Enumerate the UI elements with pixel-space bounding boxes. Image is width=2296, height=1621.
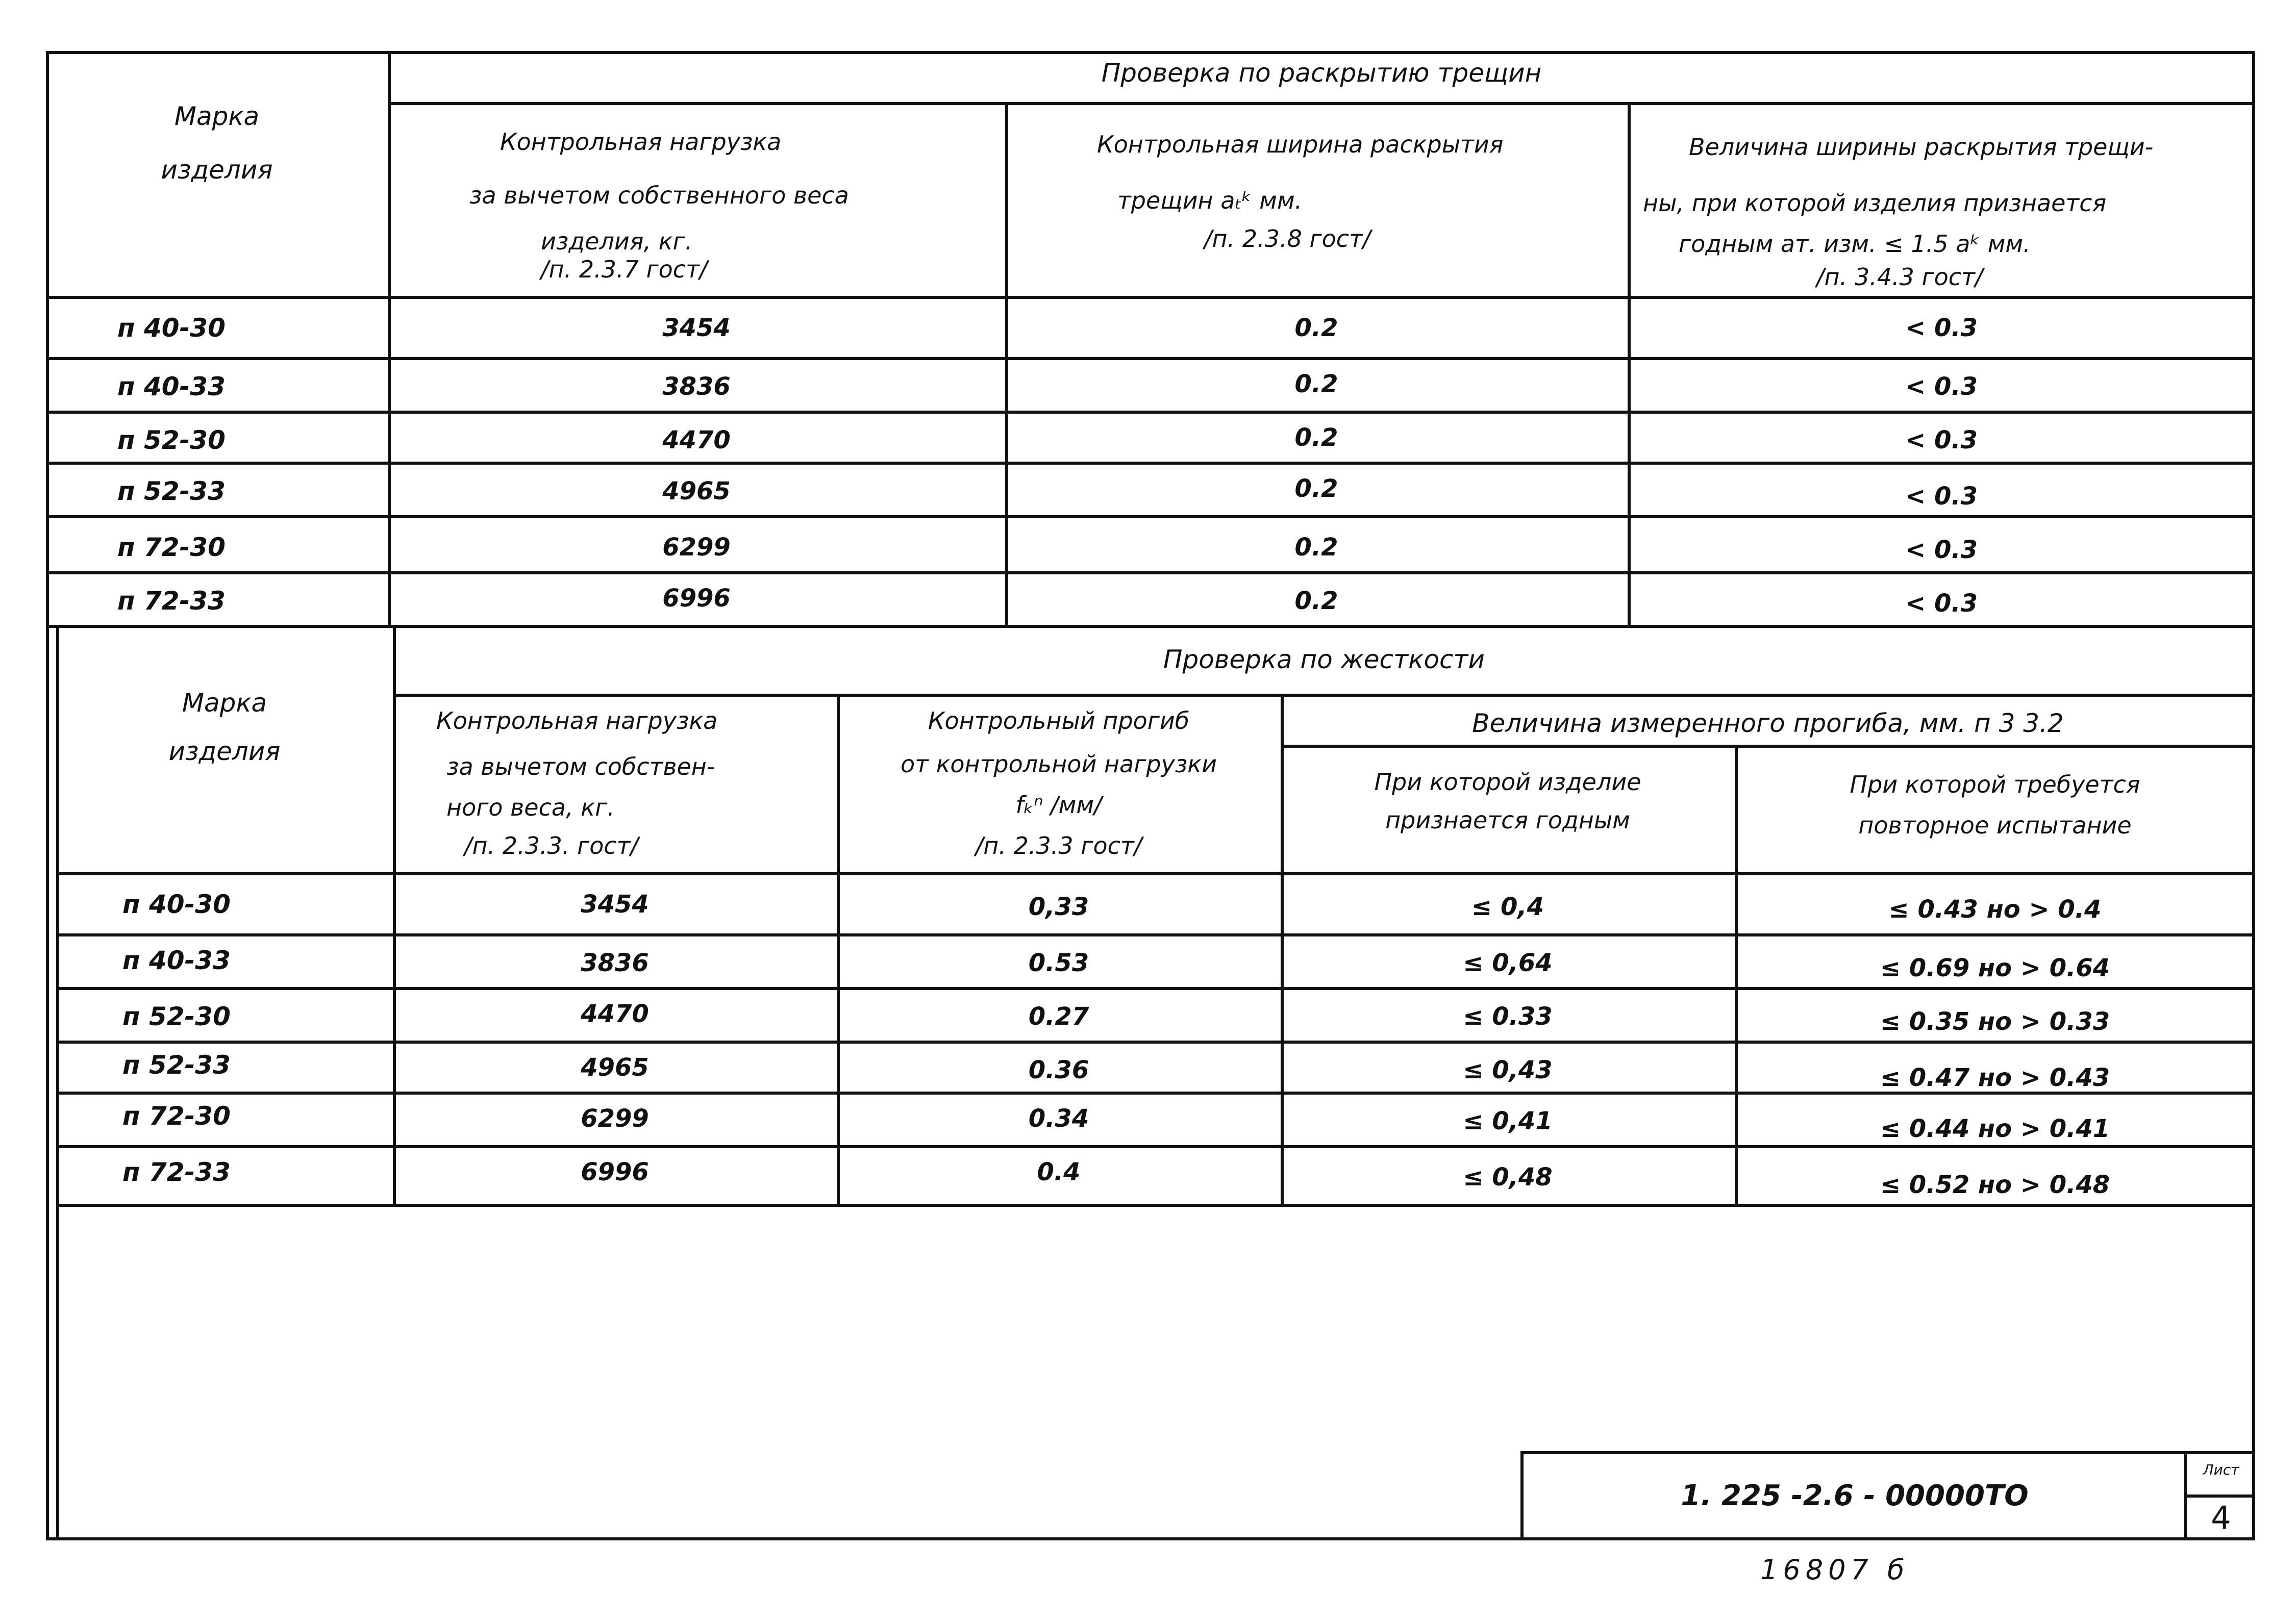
top-col3-header-line4: /п. 3.4.3 гост/: [1816, 263, 1983, 291]
top-row-mark: п 72-30: [117, 533, 226, 562]
bottom-row-load: 4965: [581, 1053, 649, 1082]
bottom-col2-header-line4: /п. 2.3.3 гост/: [975, 832, 1142, 859]
top-row-width: 0.2: [1294, 474, 1338, 503]
top-row-limit: < 0.3: [1905, 536, 1978, 564]
stamp-top-line: [1520, 1451, 2255, 1454]
bottom-col1-header-line1: Контрольная нагрузка: [436, 707, 718, 734]
top-row-load: 3454: [662, 314, 731, 342]
bottom-row-retest: ≤ 0.43 но > 0.4: [1888, 895, 2102, 924]
bottom-row-retest: ≤ 0.35 но > 0.33: [1880, 1007, 2110, 1036]
bottom-col3-header-line2: признается годным: [1385, 806, 1630, 834]
bottom-row-deflection: 0.36: [1028, 1056, 1089, 1084]
bottom-col2-header-line2: от контрольной нагрузки: [901, 750, 1217, 778]
top-col3-header-line2: ны, при которой изделия признается: [1643, 189, 2107, 217]
bottom-col2-header-line3: fₖⁿ /мм/: [1015, 791, 1102, 819]
top-row-load: 4470: [662, 426, 731, 454]
bottom-col1-header-line2: за вычетом собствен-: [446, 753, 715, 780]
top-row-mark: п 72-33: [117, 586, 226, 616]
top-mark-header-line1: Марка: [174, 102, 260, 131]
top-row-width: 0.2: [1294, 533, 1338, 562]
bottom-row-line-2: [56, 987, 2255, 990]
bottom-mark-header-line1: Марка: [182, 688, 267, 718]
bottom-row-load: 4470: [581, 1000, 649, 1028]
top-row-limit: < 0.3: [1905, 426, 1978, 454]
top-row-line-3: [46, 462, 2255, 465]
bottom-section-title: Проверка по жесткости: [1163, 645, 1485, 674]
bottom-row-retest: ≤ 0.69 но > 0.64: [1880, 954, 2110, 982]
sheet-label: Лист: [2203, 1461, 2239, 1478]
top-row-mark: п 40-33: [117, 372, 226, 401]
document-code: 1. 225 -2.6 - 00000ТО: [1681, 1479, 2029, 1512]
top-col1-header-line1: Контрольная нагрузка: [500, 128, 782, 156]
bottom-col3-header-line1: При которой изделие: [1374, 768, 1641, 796]
bottom-col2-header-line1: Контрольный прогиб: [928, 707, 1190, 734]
bottom-row-accept: ≤ 0.33: [1463, 1002, 1553, 1031]
top-section-title: Проверка по раскрытию трещин: [1101, 58, 1542, 88]
top-table-bottom-line: [46, 625, 2255, 628]
top-row-width: 0.2: [1294, 423, 1338, 452]
bottom-row-line-1: [56, 933, 2255, 936]
top-row-load: 6299: [662, 533, 731, 562]
top-row-mark: п 52-30: [117, 425, 226, 455]
bottom-row-load: 6299: [581, 1104, 649, 1133]
top-row-line-2: [46, 411, 2255, 414]
top-row-limit: < 0.3: [1905, 372, 1978, 401]
bottom-col1-header-line3: ного веса, кг.: [446, 794, 615, 821]
bottom-row-deflection: 0.53: [1028, 949, 1089, 977]
bottom-row-deflection: 0.27: [1028, 1002, 1089, 1031]
bottom-row-mark: п 40-30: [122, 890, 231, 919]
bottom-row-load: 6996: [581, 1158, 649, 1186]
bottom-row-deflection: 0,33: [1028, 893, 1089, 921]
bottom-row-deflection: 0.4: [1037, 1158, 1081, 1186]
bottom-row-retest: ≤ 0.52 но > 0.48: [1880, 1171, 2110, 1199]
top-row-load: 3836: [662, 372, 731, 401]
top-col3-header-line1: Величина ширины раскрытия трещи-: [1689, 133, 2154, 161]
bottom-mark-header-line2: изделия: [168, 737, 281, 766]
stamp-sheet-label-line: [2184, 1495, 2255, 1498]
bottom-row-accept: ≤ 0,43: [1463, 1056, 1553, 1084]
top-col2-header-line2: трещин aₜᵏ мм.: [1117, 187, 1303, 214]
bottom-row-line-5: [56, 1145, 2255, 1148]
top-row-limit: < 0.3: [1905, 589, 1978, 618]
top-row-width: 0.2: [1294, 314, 1338, 342]
bottom-col1-header-line4: /п. 2.3.3. гост/: [464, 832, 639, 859]
bottom-row-mark: п 72-33: [122, 1157, 231, 1187]
bottom-row-load: 3454: [581, 890, 649, 919]
bottom-row-accept: ≤ 0,64: [1463, 949, 1553, 977]
top-col2-header-line3: /п. 2.3.8 гост/: [1204, 225, 1371, 252]
bottom-row-accept: ≤ 0,48: [1463, 1163, 1553, 1192]
bottom-row-accept: ≤ 0,4: [1471, 893, 1544, 921]
bottom-col4-header-line2: повторное испытание: [1858, 812, 2132, 839]
top-mark-header-line2: изделия: [161, 155, 273, 185]
bottom-group-header: Величина измеренного прогиба, мм. п 3 3.2: [1472, 708, 2064, 738]
top-col3-header-line3: годным aт. изм. ≤ 1.5 aᵏ мм.: [1679, 230, 2031, 258]
footer-handwritten-note: 16807 б: [1760, 1554, 1910, 1586]
bottom-row-deflection: 0.34: [1028, 1104, 1089, 1133]
top-col1-header-line2: за вычетом собственного веса: [469, 182, 849, 209]
top-title-divider: [388, 102, 2255, 105]
stamp-left-line: [1520, 1451, 1524, 1540]
top-row-line-1: [46, 357, 2255, 360]
bottom-group-divider: [1281, 745, 2255, 748]
bottom-row-retest: ≤ 0.47 но > 0.43: [1880, 1063, 2110, 1092]
bottom-row-mark: п 40-33: [122, 946, 231, 975]
sheet-number: 4: [2211, 1499, 2231, 1536]
bottom-col4-header-line1: При которой требуется: [1850, 771, 2140, 798]
bottom-row-mark: п 72-30: [122, 1101, 231, 1131]
bottom-table-bottom-line: [56, 1204, 2255, 1207]
bottom-header-bottom-line: [56, 872, 2255, 875]
top-col2-header-line1: Контрольная ширина раскрытия: [1097, 131, 1504, 158]
top-row-mark: п 52-33: [117, 476, 226, 506]
top-row-width: 0.2: [1294, 587, 1338, 615]
top-row-load: 6996: [662, 584, 731, 613]
top-row-width: 0.2: [1294, 370, 1338, 398]
bottom-row-accept: ≤ 0,41: [1463, 1107, 1553, 1135]
top-row-limit: < 0.3: [1905, 314, 1978, 342]
top-header-bottom-line: [46, 296, 2255, 299]
top-row-line-5: [46, 571, 2255, 574]
bottom-row-line-3: [56, 1041, 2255, 1044]
bottom-row-mark: п 52-33: [122, 1050, 231, 1080]
bottom-row-mark: п 52-30: [122, 1002, 231, 1031]
bottom-row-load: 3836: [581, 949, 649, 977]
top-col1-header-line4: /п. 2.3.7 гост/: [541, 256, 708, 283]
top-row-load: 4965: [662, 477, 731, 505]
bottom-title-divider: [393, 694, 2255, 697]
top-row-line-4: [46, 515, 2255, 518]
bottom-row-retest: ≤ 0.44 но > 0.41: [1880, 1115, 2110, 1143]
top-row-limit: < 0.3: [1905, 482, 1978, 511]
top-row-mark: п 40-30: [117, 313, 226, 343]
top-col1-header-line3: изделия, кг.: [541, 227, 693, 255]
